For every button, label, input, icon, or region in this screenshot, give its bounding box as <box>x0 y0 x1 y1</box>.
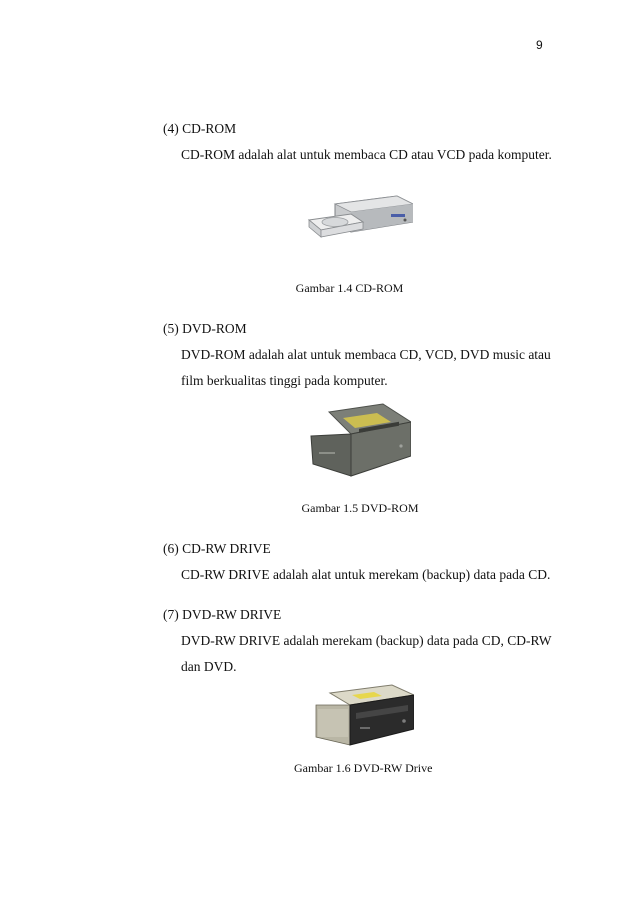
cd-rom-drive-image <box>305 190 413 248</box>
paragraph-dvd-rom-line-2: film berkualitas tinggi pada komputer. <box>181 373 388 388</box>
caption-figure-1-4: Gambar 1.4 CD-ROM <box>295 281 404 295</box>
page-number: 9 <box>536 38 543 52</box>
caption-figure-1-6: Gambar 1.6 DVD-RW Drive <box>294 761 433 775</box>
heading-cd-rom: (4) CD-ROM <box>163 121 237 136</box>
paragraph-dvd-rom-line-1: DVD-ROM adalah alat untuk membaca CD, VCD, DVD music atau <box>181 347 551 362</box>
paragraph-dvd-rw-drive-line-2: dan DVD. <box>181 659 237 674</box>
heading-dvd-rom: (5) DVD-ROM <box>163 321 247 336</box>
paragraph-dvd-rw-drive-line-1: DVD-RW DRIVE adalah merekam (backup) data pada CD, CD-RW <box>181 633 552 648</box>
paragraph-cd-rw-drive-line-1: CD-RW DRIVE adalah alat untuk merekam (backup) data pada CD. <box>181 567 551 582</box>
caption-figure-1-5: Gambar 1.5 DVD-ROM <box>301 501 419 515</box>
paragraph-cd-rom-line-1: CD-ROM adalah alat untuk membaca CD atau VCD pada komputer. <box>181 147 552 162</box>
dvd-rom-drive-image <box>307 402 411 478</box>
dvd-rw-drive-image <box>312 683 414 747</box>
heading-dvd-rw-drive: (7) DVD-RW DRIVE <box>163 607 282 622</box>
heading-cd-rw-drive: (6) CD-RW DRIVE <box>163 541 271 556</box>
